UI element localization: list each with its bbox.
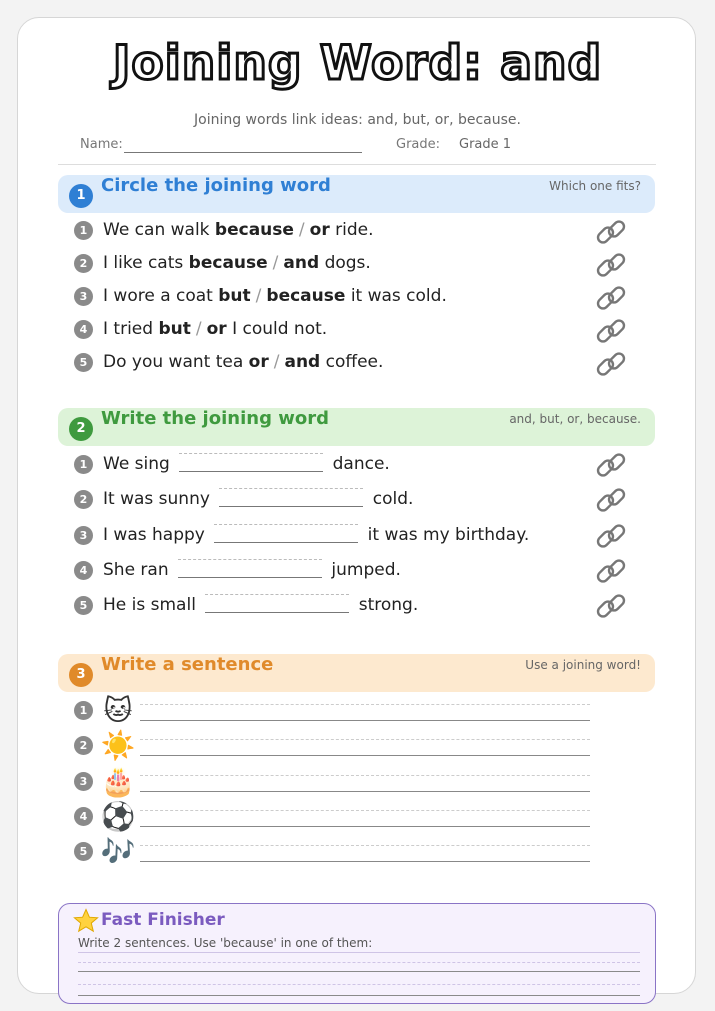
sentence-start: I tried	[103, 319, 154, 339]
item-number: 3	[74, 287, 93, 306]
writing-line-dash	[78, 984, 640, 985]
name-field[interactable]	[124, 152, 362, 153]
chain-link-icon	[594, 347, 628, 381]
section2-note: and, but, or, because.	[509, 412, 641, 426]
sentence-end: it was my birthday.	[367, 525, 530, 545]
section3-title: Write a sentence	[101, 654, 274, 675]
choice-b[interactable]: and	[284, 352, 321, 372]
answer-blank[interactable]	[219, 488, 363, 504]
sentence-end: jumped.	[331, 560, 401, 580]
slash-divider: /	[195, 319, 202, 339]
chain-link-icon	[594, 554, 628, 588]
sentence-item	[74, 841, 103, 865]
choice-a[interactable]: but	[218, 286, 251, 306]
sentence-item	[74, 700, 103, 724]
answer-blank[interactable]	[214, 524, 358, 540]
chain-link-icon	[594, 483, 628, 517]
section1-note: Which one fits?	[549, 179, 641, 193]
grade-value: Grade 1	[459, 137, 512, 152]
chain-link-icon	[594, 589, 628, 623]
section3-header	[58, 654, 655, 692]
chain-link-icon	[594, 248, 628, 282]
fill-item	[74, 488, 413, 512]
sentence-item	[74, 735, 103, 759]
item-number: 3	[74, 526, 93, 545]
fill-item	[74, 559, 401, 583]
sentence-start: I wore a coat	[103, 286, 213, 306]
writing-line[interactable]	[78, 995, 640, 996]
item-number: 2	[74, 490, 93, 509]
choice-a[interactable]: or	[248, 352, 269, 372]
choice-b[interactable]: or	[309, 220, 330, 240]
choice-a[interactable]: but	[158, 319, 191, 339]
sun-icon: ☀️	[100, 729, 136, 762]
chain-link-icon	[594, 281, 628, 315]
item-number: 5	[74, 353, 93, 372]
sentence-start: I like cats	[103, 253, 184, 273]
circle-item	[74, 352, 383, 376]
item-number: 1	[74, 221, 93, 240]
sentence-start: He is small	[103, 595, 196, 615]
grade-label: Grade:	[396, 137, 441, 152]
sentence-item	[74, 806, 103, 830]
star-icon	[73, 908, 99, 934]
answer-blank[interactable]	[178, 559, 322, 575]
item-number: 4	[74, 561, 93, 580]
slash-divider: /	[298, 220, 305, 240]
fast-finisher-prompt: Write 2 sentences. Use 'because' in one of them:	[78, 936, 373, 950]
item-number: 2	[74, 254, 93, 273]
item-number: 2	[74, 736, 93, 755]
fast-finisher-box	[58, 903, 656, 1004]
writing-line-guide	[78, 952, 640, 953]
sentence-end: cold.	[372, 489, 414, 509]
item-number: 1	[74, 455, 93, 474]
sentence-end: dogs.	[324, 253, 371, 273]
cat-face-icon: 🐱	[103, 694, 133, 727]
header-divider	[58, 164, 656, 165]
circle-item	[74, 220, 374, 244]
sentence-end: I could not.	[232, 319, 328, 339]
sentence-start: She ran	[103, 560, 169, 580]
sentence-start: We can walk	[103, 220, 210, 240]
section3-note: Use a joining word!	[525, 658, 641, 672]
sentence-start: Do you want tea	[103, 352, 244, 372]
sentence-end: it was cold.	[350, 286, 447, 306]
circle-item	[74, 319, 327, 343]
choice-a[interactable]: because	[188, 253, 268, 273]
choice-a[interactable]: because	[214, 220, 294, 240]
item-number: 1	[74, 701, 93, 720]
sentence-start: I was happy	[103, 525, 205, 545]
item-number: 4	[74, 320, 93, 339]
item-number: 4	[74, 807, 93, 826]
sentence-end: dance.	[332, 454, 390, 474]
fill-item	[74, 594, 418, 618]
birthday-cake-icon: 🎂	[100, 765, 136, 798]
circle-item	[74, 253, 371, 277]
soccer-ball-icon: ⚽	[100, 800, 136, 833]
subtitle: Joining words link ideas: and, but, or, because.	[194, 112, 521, 128]
section1-title: Circle the joining word	[101, 175, 331, 196]
choice-b[interactable]: because	[266, 286, 346, 306]
slash-divider: /	[272, 253, 279, 273]
writing-line-dash	[78, 962, 640, 963]
choice-b[interactable]: or	[206, 319, 227, 339]
section2-header	[58, 408, 655, 446]
writing-line[interactable]	[78, 971, 640, 972]
sentence-start: We sing	[103, 454, 170, 474]
slash-divider: /	[255, 286, 262, 306]
chain-link-icon	[594, 448, 628, 482]
chain-link-icon	[594, 215, 628, 249]
answer-blank[interactable]	[179, 453, 323, 469]
name-label: Name:	[80, 137, 123, 152]
answer-blank[interactable]	[205, 594, 349, 610]
sentence-start: It was sunny	[103, 489, 210, 509]
fill-item	[74, 453, 390, 477]
item-number: 5	[74, 596, 93, 615]
item-number: 3	[74, 772, 93, 791]
section2-title: Write the joining word	[101, 408, 329, 429]
chain-link-icon	[594, 314, 628, 348]
fill-item	[74, 524, 529, 548]
slash-divider: /	[273, 352, 280, 372]
item-number: 5	[74, 842, 93, 861]
section3-number: 3	[69, 663, 93, 687]
fast-finisher-title: Fast Finisher	[101, 910, 225, 930]
sentence-end: strong.	[358, 595, 419, 615]
circle-item	[74, 286, 447, 310]
section2-number: 2	[69, 417, 93, 441]
sentence-item	[74, 771, 103, 795]
section1-header	[58, 175, 655, 213]
music-notes-icon: 🎶	[100, 835, 136, 868]
choice-b[interactable]: and	[283, 253, 320, 273]
sentence-end: ride.	[335, 220, 374, 240]
sentence-end: coffee.	[325, 352, 384, 372]
section1-number: 1	[69, 184, 93, 208]
worksheet-title: Joining Word: and	[112, 36, 603, 91]
chain-link-icon	[594, 519, 628, 553]
